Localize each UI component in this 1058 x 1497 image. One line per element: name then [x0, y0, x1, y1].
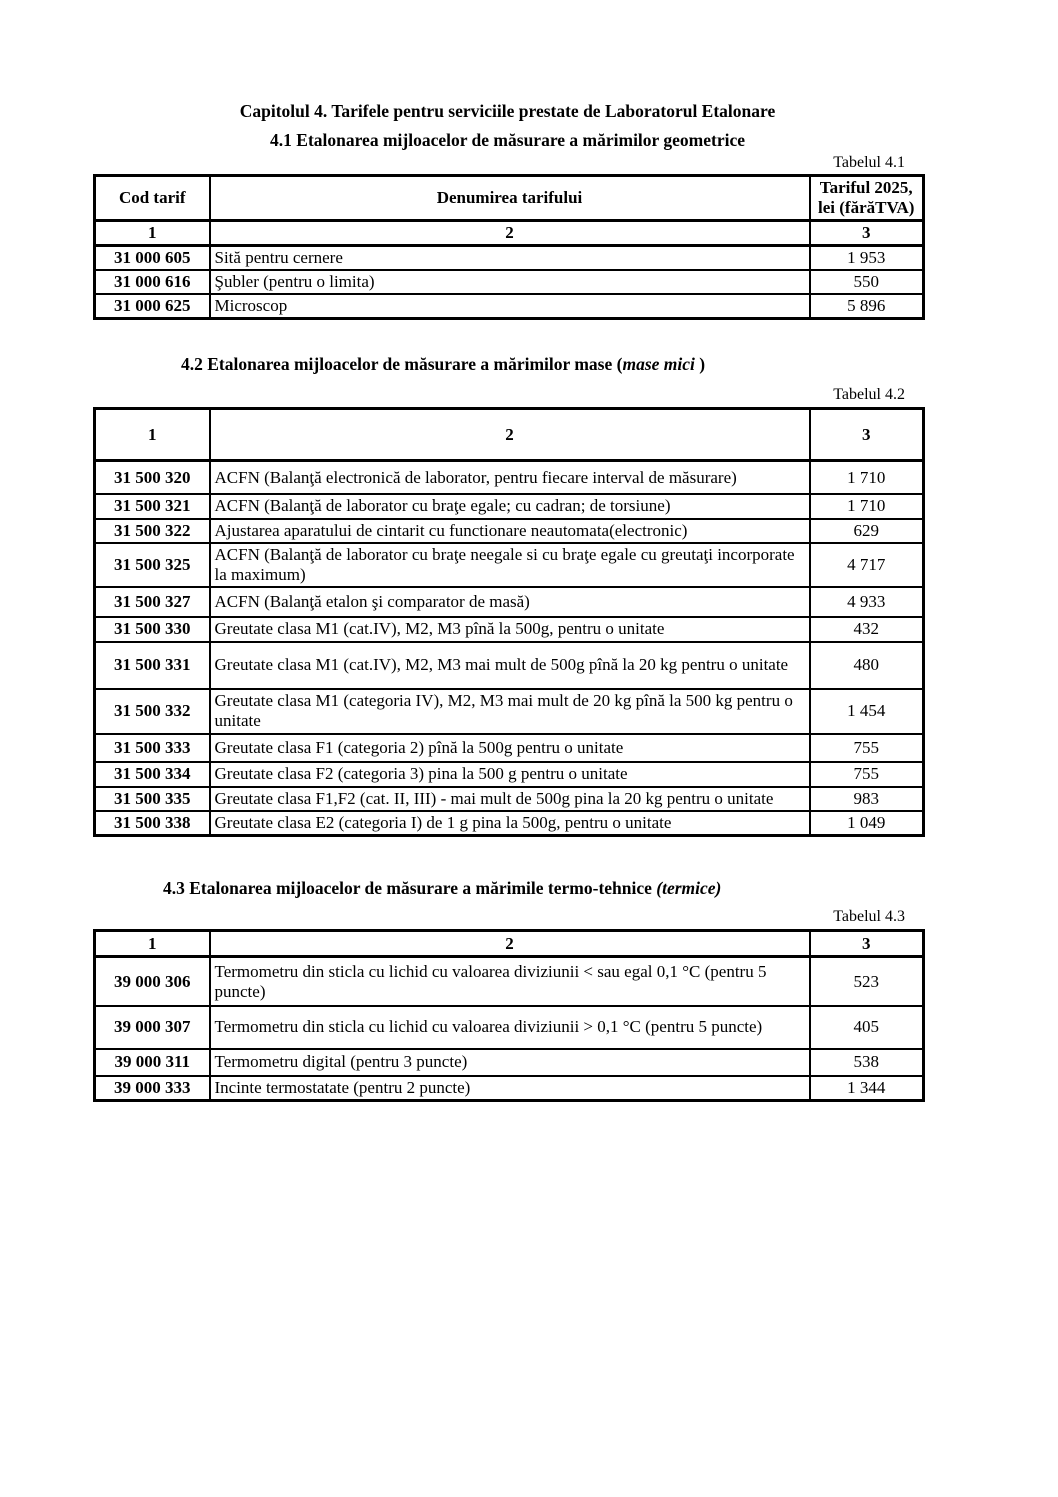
- col-num-3: 3: [810, 931, 924, 957]
- section-4-1-heading: 4.1 Etalonarea mijloacelor de măsurare a mărimilor geometrice: [270, 130, 745, 150]
- value-cell: 4 717: [810, 543, 924, 587]
- code-cell: 39 000 306: [95, 957, 210, 1006]
- code-cell: 31 500 334: [95, 762, 210, 787]
- heading-italic-text: (termice): [656, 878, 722, 899]
- table-row: [95, 762, 924, 787]
- code-cell: 31 500 338: [95, 811, 210, 836]
- value-cell: 4 933: [810, 587, 924, 617]
- table-row: [95, 811, 924, 836]
- col-num-2: 2: [210, 221, 810, 246]
- name-cell: ACFN (Balanţă electronică de laborator, pentru fiecare interval de măsurare): [210, 461, 810, 494]
- name-cell: Greutate clasa M1 (categoria IV), M2, M3 mai mult de 20 kg pînă la 500 kg pentru o unitate: [210, 689, 810, 734]
- table-row: [95, 1076, 924, 1101]
- name-cell: Incinte termostatate (pentru 2 puncte): [210, 1076, 810, 1101]
- code-cell: 31 000 625: [95, 294, 210, 319]
- column-number-row: [95, 409, 924, 461]
- section-4-3-heading: [163, 877, 922, 899]
- table-4-1-label: Tabelul 4.1: [833, 154, 905, 171]
- table-row: [95, 494, 924, 519]
- value-cell: 550: [810, 270, 924, 294]
- table-row: [95, 461, 924, 494]
- value-cell: 983: [810, 787, 924, 811]
- col-num-1: 1: [95, 931, 210, 957]
- header-tariful: Tariful 2025, lei (fărăTVA): [810, 176, 924, 221]
- value-cell: 1 710: [810, 494, 924, 519]
- code-cell: 31 500 320: [95, 461, 210, 494]
- name-cell: Termometru digital (pentru 3 puncte): [210, 1049, 810, 1076]
- col-num-1: 1: [95, 409, 210, 461]
- name-cell: Greutate clasa E2 (categoria I) de 1 g pina la 500g, pentru o unitate: [210, 811, 810, 836]
- code-cell: 31 500 322: [95, 519, 210, 543]
- table-row: [95, 1006, 924, 1049]
- value-cell: 755: [810, 762, 924, 787]
- heading-text: 4.3 Etalonarea mijloacelor de măsurare a mărimile termo-tehnice: [163, 878, 657, 899]
- table-row: [95, 294, 924, 319]
- value-cell: 538: [810, 1049, 924, 1076]
- table-row: [95, 734, 924, 762]
- header-cod-tarif: Cod tarif: [95, 176, 210, 221]
- code-cell: 39 000 311: [95, 1049, 210, 1076]
- code-cell: 31 500 330: [95, 617, 210, 642]
- table-header-row: [95, 176, 924, 221]
- col-num-2: 2: [210, 931, 810, 957]
- name-cell: Termometru din sticla cu lichid cu valoarea diviziunii < sau egal 0,1 °C (pentru 5 puncte): [210, 957, 810, 1006]
- table-row: [95, 642, 924, 689]
- name-cell: Greutate clasa M1 (cat.IV), M2, M3 mai mult de 500g pînă la 20 kg pentru o unitate: [210, 642, 810, 689]
- col-num-1: 1: [95, 221, 210, 246]
- value-cell: 629: [810, 519, 924, 543]
- value-cell: 1 344: [810, 1076, 924, 1101]
- code-cell: 31 500 325: [95, 543, 210, 587]
- value-cell: 755: [810, 734, 924, 762]
- tariff-table-4-2: [93, 407, 925, 837]
- table-row: [95, 689, 924, 734]
- section-4-2-heading: [181, 353, 922, 375]
- value-cell: 432: [810, 617, 924, 642]
- table-row: [95, 787, 924, 811]
- table-row: [95, 957, 924, 1006]
- code-cell: 31 000 605: [95, 246, 210, 271]
- name-cell: Greutate clasa F2 (categoria 3) pina la 500 g pentru o unitate: [210, 762, 810, 787]
- name-cell: Şubler (pentru o limita): [210, 270, 810, 294]
- name-cell: Termometru din sticla cu lichid cu valoarea diviziunii > 0,1 °C (pentru 5 puncte): [210, 1006, 810, 1049]
- tariff-table-4-3: [93, 929, 925, 1102]
- value-cell: 480: [810, 642, 924, 689]
- name-cell: Microscop: [210, 294, 810, 319]
- name-cell: Ajustarea aparatului de cintarit cu functionare neautomata(electronic): [210, 519, 810, 543]
- code-cell: 31 500 333: [95, 734, 210, 762]
- name-cell: Greutate clasa F1 (categoria 2) pînă la 500g pentru o unitate: [210, 734, 810, 762]
- value-cell: 5 896: [810, 294, 924, 319]
- code-cell: 31 500 327: [95, 587, 210, 617]
- value-cell: 1 454: [810, 689, 924, 734]
- code-cell: 31 000 616: [95, 270, 210, 294]
- code-cell: 31 500 335: [95, 787, 210, 811]
- name-cell: ACFN (Balanţă de laborator cu braţe neegale si cu braţe egale cu greutaţi incorporate la maximum): [210, 543, 810, 587]
- code-cell: 39 000 333: [95, 1076, 210, 1101]
- value-cell: 1 710: [810, 461, 924, 494]
- column-number-row: [95, 221, 924, 246]
- name-cell: ACFN (Balanţă etalon şi comparator de masă): [210, 587, 810, 617]
- name-cell: ACFN (Balanţă de laborator cu braţe egale; cu cadran; de torsiune): [210, 494, 810, 519]
- table-row: [95, 246, 924, 271]
- tariff-table-4-1: [93, 174, 925, 320]
- code-cell: 31 500 331: [95, 642, 210, 689]
- name-cell: Greutate clasa M1 (cat.IV), M2, M3 pînă la 500g, pentru o unitate: [210, 617, 810, 642]
- name-cell: Sită pentru cernere: [210, 246, 810, 271]
- value-cell: 523: [810, 957, 924, 1006]
- table-row: [95, 519, 924, 543]
- table-row: [95, 617, 924, 642]
- table-row: [95, 587, 924, 617]
- value-cell: 1 953: [810, 246, 924, 271]
- code-cell: 31 500 332: [95, 689, 210, 734]
- heading-suffix-text: ): [694, 354, 706, 375]
- column-number-row: [95, 931, 924, 957]
- table-row: [95, 543, 924, 587]
- name-cell: Greutate clasa F1,F2 (cat. II, III) - mai mult de 500g pina la 20 kg pentru o unitate: [210, 787, 810, 811]
- chapter-title: Capitolul 4. Tarifele pentru serviciile prestate de Laboratorul Etalonare: [239, 101, 776, 121]
- table-4-2-label: Tabelul 4.2: [833, 386, 905, 404]
- table-row: [95, 1049, 924, 1076]
- heading-italic-text: mase mici: [622, 354, 695, 375]
- code-cell: 31 500 321: [95, 494, 210, 519]
- col-num-3: 3: [810, 221, 924, 246]
- table-4-3-label: Tabelul 4.3: [833, 908, 905, 926]
- header-denumirea: Denumirea tarifului: [210, 176, 810, 221]
- page-content: [93, 0, 922, 1102]
- col-num-3: 3: [810, 409, 924, 461]
- value-cell: 1 049: [810, 811, 924, 836]
- col-num-2: 2: [210, 409, 810, 461]
- value-cell: 405: [810, 1006, 924, 1049]
- code-cell: 39 000 307: [95, 1006, 210, 1049]
- table-row: [95, 270, 924, 294]
- heading-text: 4.2 Etalonarea mijloacelor de măsurare a mărimilor mase (: [181, 354, 623, 375]
